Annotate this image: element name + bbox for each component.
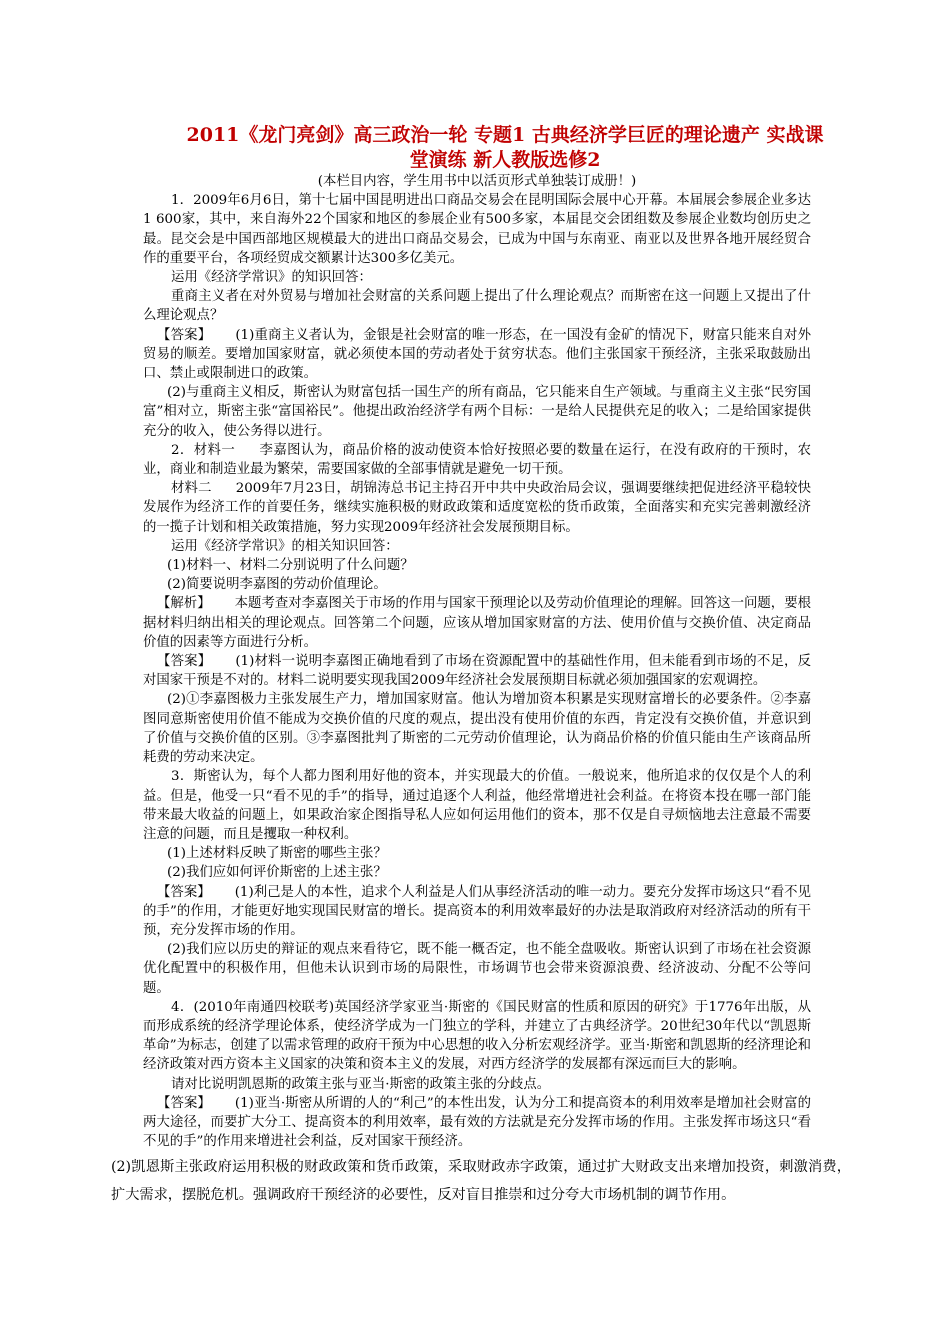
analysis-label: 【解析】 (157, 596, 211, 612)
q2-prompt: 运用《经济学常识》的相关知识回答： (171, 538, 399, 554)
document-body (111, 172, 851, 1209)
q4-prompt: 请对比说明凯恩斯的政策主张与亚当·斯密的政策主张的分歧点。 (171, 1076, 551, 1092)
q1-answer-1-text: (1)重商主义者认为，金银是社会财富的唯一形态，在一国没有金矿的情况下，财富只能来自对外贸易的顺差。要增加国家财富，就必须使本国的劳动者处于贫穷状态。他们主张国家干预经济，主张采取鼓励出口、禁止或限制进口的政策。 (143, 327, 812, 382)
q2-material-2-text: 2009年7月23日，胡锦涛总书记主持召开中共中央政治局会议，强调要继续把促进经济平稳较快发展作为经济工作的首要任务，继续实施积极的财政政策和适度宽松的货币政策，全面落实和充实完善刺激经济的一揽子计划和相关政策措施，努力实现2009年经济社会发展预期目标。 (143, 481, 811, 535)
q4-answer-2: (2)凯恩斯主张政府运用积极的财政政策和货币政策，采取财政赤字政策，通过扩大财政支出来增加投资，刺激消费，扩大需求，摆脱危机。强调政府干预经济的必要性，反对盲目推崇和过分夸大市场机制的调节作用。 (111, 1159, 851, 1204)
document-subtitle: (本栏目内容，学生用书中以活页形式单独装订成册！) (317, 174, 637, 189)
q2-analysis (143, 594, 811, 652)
answer-label: 【答案】 (157, 884, 211, 900)
q1-prompt: 运用《经济学常识》的知识回答： (171, 270, 372, 286)
answer-label: 【答案】 (157, 654, 212, 670)
q3-answer-1 (143, 883, 811, 941)
q3-material: 3．斯密认为，每个人都力图利用好他的资本，并实现最大的价值。一般说来，他所追求的仅仅是个人的利益。但是，他受一只“看不见的手”的指导，通过追逐个人利益，他经常增进社会利益。在将资本投在哪一部门能带来最大收益的问题上，如果政治家企图指导私人应如何运用他们的资本，那不仅是自寻烦恼地去注意最不需要注意的问题，而且是攫取一种权利。 (143, 769, 811, 842)
q2-analysis-text: 本题考查对李嘉图关于市场的作用与国家干预理论以及劳动价值理论的理解。回答这一问题，要根据材料归纳出相关的理论观点。回答第二个问题，应该从增加国家财富的方法、使用价值与交换价值、决定商品价值的因素等方面进行分析。 (143, 596, 812, 650)
q2-material-1-text: 李嘉图认为，商品价格的波动使资本恰好按照必要的数量在运行，在没有政府的干预时，农业，商业和制造业最为繁荣，需要国家做的全部事情就是避免一切干预。 (143, 442, 811, 478)
q2-sub-1: (1)材料一、材料二分别说明了什么问题？ (167, 558, 414, 574)
q3-answer-1-text: (1)利己是人的本性，追求个人利益是人们从事经济活动的唯一动力。要充分发挥市场这只“看不见的手”的作用，才能更好地实现国民财富的增长。提高资本的利用效率最好的办法是取消政府对经济活动的所有干预，充分发挥市场的作用。 (143, 884, 811, 938)
document-title: 2011《龙门亮剑》高三政治一轮 专题1 古典经济学巨匠的理论遗产 实战课堂演练 新人教版选修2 (186, 124, 824, 171)
q2-material-2 (143, 479, 811, 537)
q3-sub-1: (1)上述材料反映了斯密的哪些主张？ (167, 846, 387, 862)
q2-answer-2: (2)①李嘉图极力主张发展生产力，增加国家财富。他认为增加资本积累是实现财富增长的必要条件。②李嘉图同意斯密使用价值不能成为交换价值的尺度的观点，提出没有使用价值的东西，肯定没有交换价值，并意识到了价值与交换价值的区别。③李嘉图批判了斯密的二元劳动价值理论，认为商品价格的价值只能由生产该商品所耗费的劳动来决定。 (143, 692, 811, 766)
q1-answer-2: (2)与重商主义相反，斯密认为财富包括一国生产的所有商品，它只能来自生产领域。与重商主义主张“民穷国富”相对立，斯密主张“富国裕民”。他提出政治经济学有两个目标：一是给人民提供充足的收入；二是给国家提供充分的收入，使公务得以进行。 (143, 385, 811, 439)
q1-material: 1．2009年6月6日，第十七届中国昆明进出口商品交易会在昆明国际会展中心开幕。本届展会参展企业多达1 600家，其中，来自海外22个国家和地区的参展企业有500多家，本届昆交会团组数及参展企业数均创历史之最。昆交会是中国西部地区规模最大的进出口商品交易会，已成为中国与东南亚、南亚以及世界各地开展经贸合作的重要平台，各项经贸成交额累计达300多亿美元。 (143, 193, 811, 266)
q4-answer-1-text: (1)亚当·斯密从所谓的人的“利己”的本性出发，认为分工和提高资本的利用效率是增加社会财富的两大途径，而要扩大分工、提高资本的利用效率，最有效的方法就是充分发挥市场的作用。主张发挥市场这只“看不见的手”的作用来增进社会利益，反对国家干预经济。 (143, 1095, 812, 1150)
q1-question: 重商主义者在对外贸易与增加社会财富的关系问题上提出了什么理论观点？而斯密在这一问题上又提出了什么理论观点？ (143, 289, 811, 324)
q2-material-1 (143, 441, 811, 479)
answer-label: 【答案】 (157, 327, 212, 343)
q2-answer-1-text: (1)材料一说明李嘉图正确地看到了市场在资源配置中的基础性作用，但未能看到市场的不足，反对国家干预是不对的。材料二说明要实现我国2009年经济社会发展预期目标就必须加强国家的宏观调控。 (143, 654, 812, 689)
q2-material-2-label: 材料二 (171, 481, 212, 497)
q3-answer-2: (2)我们应以历史的辩证的观点来看待它，既不能一概否定，也不能全盘吸收。斯密认识到了市场在社会资源优化配置中的积极作用，但他未认识到市场的局限性，市场调节也会带来资源浪费、经济波动、分配不公等问题。 (143, 942, 811, 996)
q2-sub-2: (2)简要说明李嘉图的劳动价值理论。 (167, 577, 387, 593)
q3-sub-2: (2)我们应如何评价斯密的上述主张？ (167, 865, 387, 881)
q1-answer-1 (143, 326, 811, 384)
answer-label: 【答案】 (157, 1095, 211, 1111)
q4-answer-1 (143, 1094, 811, 1152)
q2-material-1-label: 2．材料一 (171, 442, 236, 458)
q4-material: 4．(2010年南通四校联考)英国经济学家亚当·斯密的《国民财富的性质和原因的研究》于1776年出版，从而形成系统的经济学理论体系，使经济学成为一门独立的学科，并建立了古典经济学。20世纪30年代以“凯恩斯革命”为标志，创建了以需求管理的政府干预为中心思想的收入分析宏观经济学。亚当·斯密和凯恩斯的经济理论和经济政策对西方资本主义国家的决策和资本主义的发展，对西方经济学的发展都有深远而巨大的影响。 (143, 999, 811, 1073)
q2-answer-1 (143, 652, 811, 690)
